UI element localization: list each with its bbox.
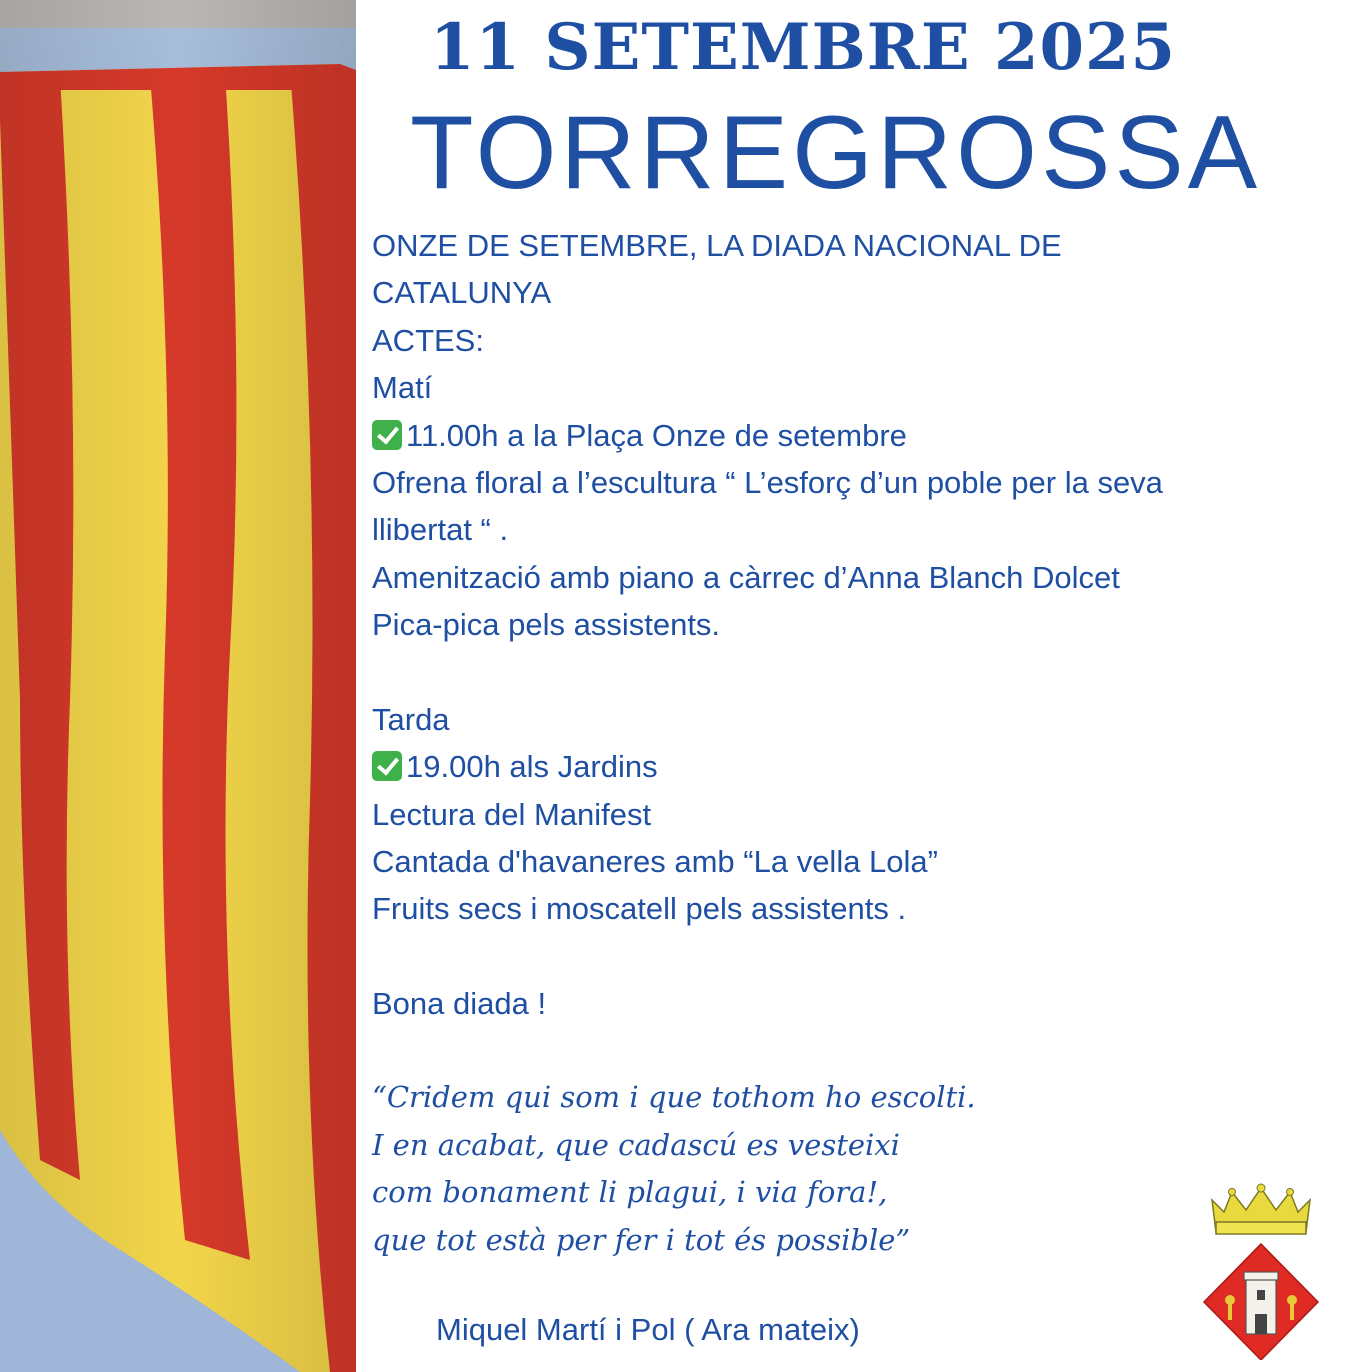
program-line-text: Cantada d'havaneres amb “La vella Lola” (372, 844, 938, 880)
program-line-text: Matí (372, 370, 433, 406)
program-line-text: Ofrena floral a l’escultura “ L’esforç d’un poble per la seva (372, 464, 1163, 500)
quote-line: com bonament li plagui, i via fora!, (372, 1175, 888, 1209)
program-text (372, 222, 1362, 1028)
program-line-text: ONZE DE SETEMBRE, LA DIADA NACIONAL DE (372, 228, 1062, 263)
program-line (372, 791, 1362, 838)
program-line-text: Fruits secs i moscatell pels assistents . (372, 891, 907, 927)
program-line (372, 885, 1362, 932)
program-line-text: ACTES: (372, 322, 484, 358)
town-title: TORREGROSSA (410, 95, 1262, 211)
content-area (356, 0, 1372, 1372)
program-line-text: CATALUNYA (372, 275, 552, 311)
program-line (372, 554, 1362, 601)
program-line-text: Amenització amb piano a càrrec d’Anna Blanch Dolcet (372, 559, 1120, 595)
quote-line: I en acabat, que cadascú es vesteixi (372, 1127, 900, 1162)
program-line-text: Tarda (372, 701, 450, 737)
quote-line: “Cridem qui som i que tothom ho escolti. (372, 1080, 976, 1114)
program-line-text: Lectura del Manifest (372, 796, 652, 832)
program-line (372, 269, 1362, 316)
poem-quote (372, 1074, 1132, 1264)
check-mark-icon (372, 420, 402, 450)
program-line-text: Bona diada ! (372, 986, 547, 1022)
program-line (372, 649, 1362, 696)
check-mark-icon (372, 751, 402, 781)
program-line (372, 743, 1362, 790)
event-date-title: 11 SETEMBRE 2025 (430, 10, 1177, 85)
coat-of-arms-icon (1202, 1182, 1320, 1360)
program-line-text: 19.00h als Jardins (406, 749, 658, 785)
program-line (372, 459, 1362, 506)
program-line (372, 601, 1362, 648)
quote-author: Miquel Martí i Pol ( Ara mateix) (436, 1312, 860, 1347)
program-line (372, 412, 1362, 459)
program-line (372, 222, 1362, 269)
senyera-flag-image (0, 0, 356, 1372)
program-line-text: llibertat “ . (372, 512, 509, 548)
program-line (372, 364, 1362, 411)
quote-line: que tot està per fer i tot és possible” (372, 1222, 911, 1257)
program-line (372, 838, 1362, 885)
program-line (372, 933, 1362, 980)
program-line (372, 696, 1362, 743)
program-line-text: Pica-pica pels assistents. (372, 607, 721, 643)
program-line (372, 980, 1362, 1027)
senyera-flag-drawing (0, 0, 356, 1372)
program-line (372, 317, 1362, 364)
program-line (372, 506, 1362, 553)
program-line-text: 11.00h a la Plaça Onze de setembre (406, 417, 907, 453)
